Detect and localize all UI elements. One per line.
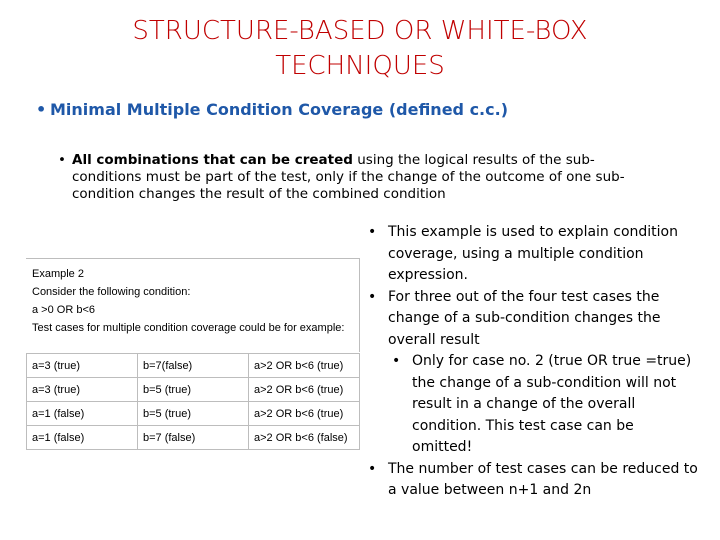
table-cell: a>2 OR b<6 (true)	[249, 354, 360, 378]
example-box	[26, 258, 360, 352]
explanation-text: The number of test cases can be reduced to a value between n+1 and 2n	[388, 460, 698, 498]
example-line: Test cases for multiple condition coverage could be for example:	[32, 322, 345, 334]
explanation-subitem	[368, 351, 698, 459]
bullet-icon: •	[58, 152, 66, 168]
slide-title-line-2: TECHNIQUES	[275, 51, 445, 81]
table-cell: a>2 OR b<6 (true)	[249, 402, 360, 426]
main-bullet-text: Minimal Multiple Condition Coverage (defined c.c.)	[50, 100, 508, 119]
explanation-item	[368, 459, 698, 502]
explanation-item	[368, 287, 698, 352]
slide-title	[60, 14, 660, 84]
table-row	[27, 354, 360, 378]
bullet-icon: •	[368, 224, 377, 240]
sub-bullet-rest-text: using the logical results of the sub-conditions must be part of the test, only if the change of the outcome of one sub-condition changes the result of the combined condition	[72, 152, 625, 202]
table-row	[27, 402, 360, 426]
table-row	[27, 426, 360, 450]
table-cell: a>2 OR b<6 (false)	[249, 426, 360, 450]
table-cell: a=3 (true)	[27, 378, 138, 402]
explanation-text: This example is used to explain condition coverage, using a multiple condition expression.	[388, 224, 678, 283]
table-cell: b=5 (true)	[138, 402, 249, 426]
table-cell: b=5 (true)	[138, 378, 249, 402]
table-cell: b=7(false)	[138, 354, 249, 378]
main-bullet	[36, 100, 676, 119]
bullet-icon: •	[392, 353, 401, 369]
explanation-item	[368, 222, 698, 287]
slide-title-line-1: STRUCTURE-BASED OR WHITE-BOX	[132, 16, 588, 46]
sub-bullet-bold-text: All combinations that can be created	[72, 152, 353, 168]
explanation-text: For three out of the four test cases the change of a sub-condition changes the overall result	[388, 288, 661, 348]
test-case-table	[26, 353, 360, 450]
table-cell: a=1 (false)	[27, 402, 138, 426]
sub-bullet-body	[58, 152, 658, 203]
bullet-icon: •	[36, 100, 47, 119]
example-line: Consider the following condition:	[32, 286, 191, 298]
bullet-icon: •	[368, 460, 377, 477]
sub-bullet	[58, 152, 658, 203]
example-line: Example 2	[32, 268, 84, 280]
explanation-list	[368, 222, 698, 502]
table-cell: a>2 OR b<6 (true)	[249, 378, 360, 402]
explanation-text: Only for case no. 2 (true OR true =true) the change of a sub-condition will not result in a change of the overall condition. This test case can be omitted!	[412, 353, 692, 455]
bullet-icon: •	[368, 288, 377, 305]
table-row	[27, 378, 360, 402]
table-cell: a=1 (false)	[27, 426, 138, 450]
table-cell: a=3 (true)	[27, 354, 138, 378]
table-cell: b=7 (false)	[138, 426, 249, 450]
example-line: a >0 OR b<6	[32, 304, 95, 316]
